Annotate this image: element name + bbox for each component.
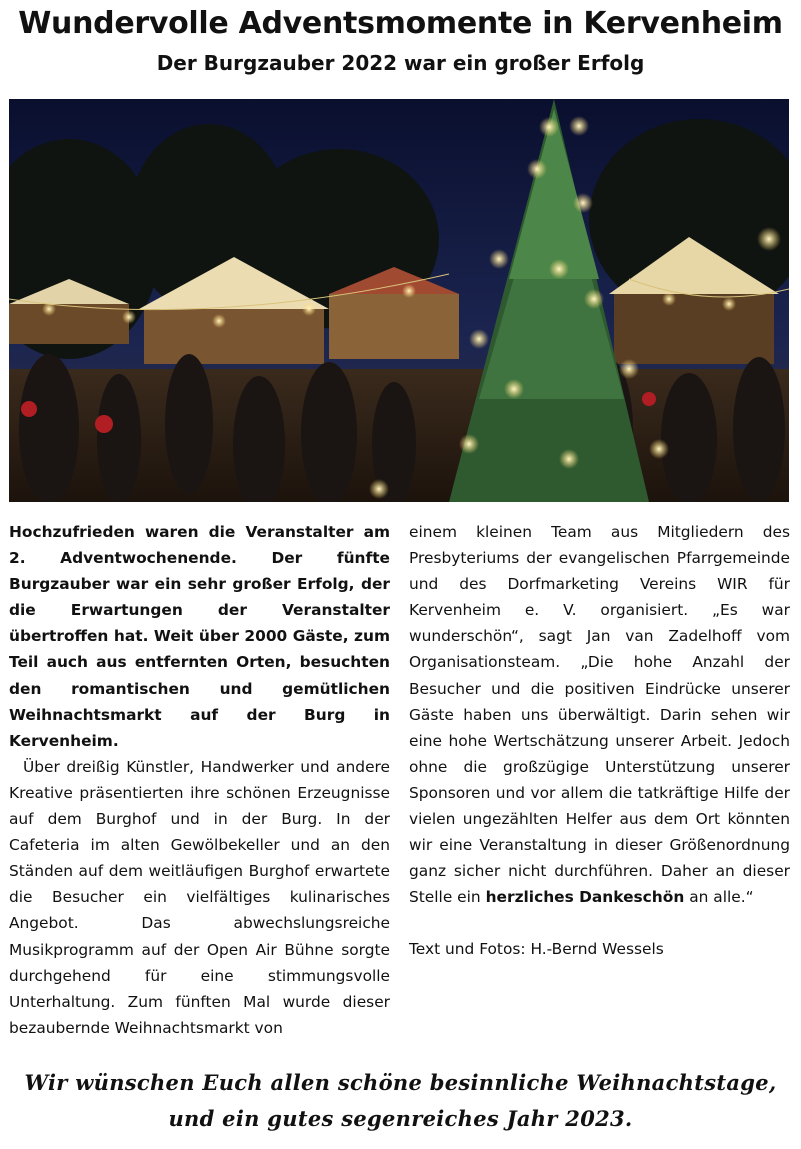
holiday-greeting-line-1: Wir wünschen Euch allen schöne besinnliche Weihnachtstage,	[24, 1070, 777, 1095]
market-photo	[9, 99, 789, 502]
thanks-emphasis: herzliches Dankeschön	[485, 888, 685, 907]
paragraph-text: einem kleinen Team aus Mitgliedern des Presbyteriums der evangelischen Pfarrgemeinde und des Dorfmarketing Vereins WIR für Kervenheim e. V. organisiert. „Es war wunderschön“, sagt Jan van Zadelhoff vom Organisationsteam. „Die hohe Anzahl der Besucher und die positiven Eindrücke unserer Gäste haben uns überwältigt. Darin sehen wir eine hohe Wertschätzung unserer Arbeit. Jedoch ohne die großzügige Unterstützung unserer Sponsoren und vor allem die tatkräftige Hilfe der vielen ungezählten Helfer aus dem Ort könnten wir eine Veranstaltung in dieser Größenordnung ganz sicher nicht durchführen. Daher an dieser Stelle ein	[409, 523, 790, 907]
article-column-left	[9, 519, 390, 1041]
article-lead: Hochzufrieden waren die Veranstalter am 2. Adventwochenende. Der fünfte Burgzauber war ein sehr großer Erfolg, der die Erwartungen der Veranstalter übertroffen hat. Weit über 2000 Gäste, zum Teil auch aus entfernten Orten, besuchten den romantischen und gemütlichen Weihnachtsmarkt auf der Burg in Kervenheim.	[9, 523, 390, 750]
article-paragraph-continued	[409, 519, 790, 910]
article-subtitle: Der Burgzauber 2022 war ein großer Erfolg	[156, 51, 645, 75]
paragraph-end: an alle.“	[689, 888, 754, 907]
christmas-market-illustration	[9, 99, 789, 502]
article-paragraph: Über dreißig Künstler, Handwerker und andere Kreative präsentierten ihre schönen Erzeugnisse auf dem Burghof und in der Burg. In der Cafeteria im alten Gewölbekeller und an den Ständen auf dem weitläufigen Burghof erwartete die Besucher ein vielfältiges kulinarisches Angebot. Das abwechslungsreiche Musikprogramm auf der Open Air Bühne sorgte durchgehend für eine stimmungsvolle Unterhaltung. Zum fünften Mal wurde dieser bezaubernde Weihnachtsmarkt von	[9, 757, 390, 1037]
photo-credit: Text und Fotos: H.-Bernd Wessels	[409, 940, 664, 959]
holiday-greeting-line-2: und ein gutes segenreiches Jahr 2023.	[168, 1106, 633, 1131]
article-column-right	[409, 519, 790, 963]
article-title: Wundervolle Adventsmomente in Kervenheim	[18, 6, 783, 41]
